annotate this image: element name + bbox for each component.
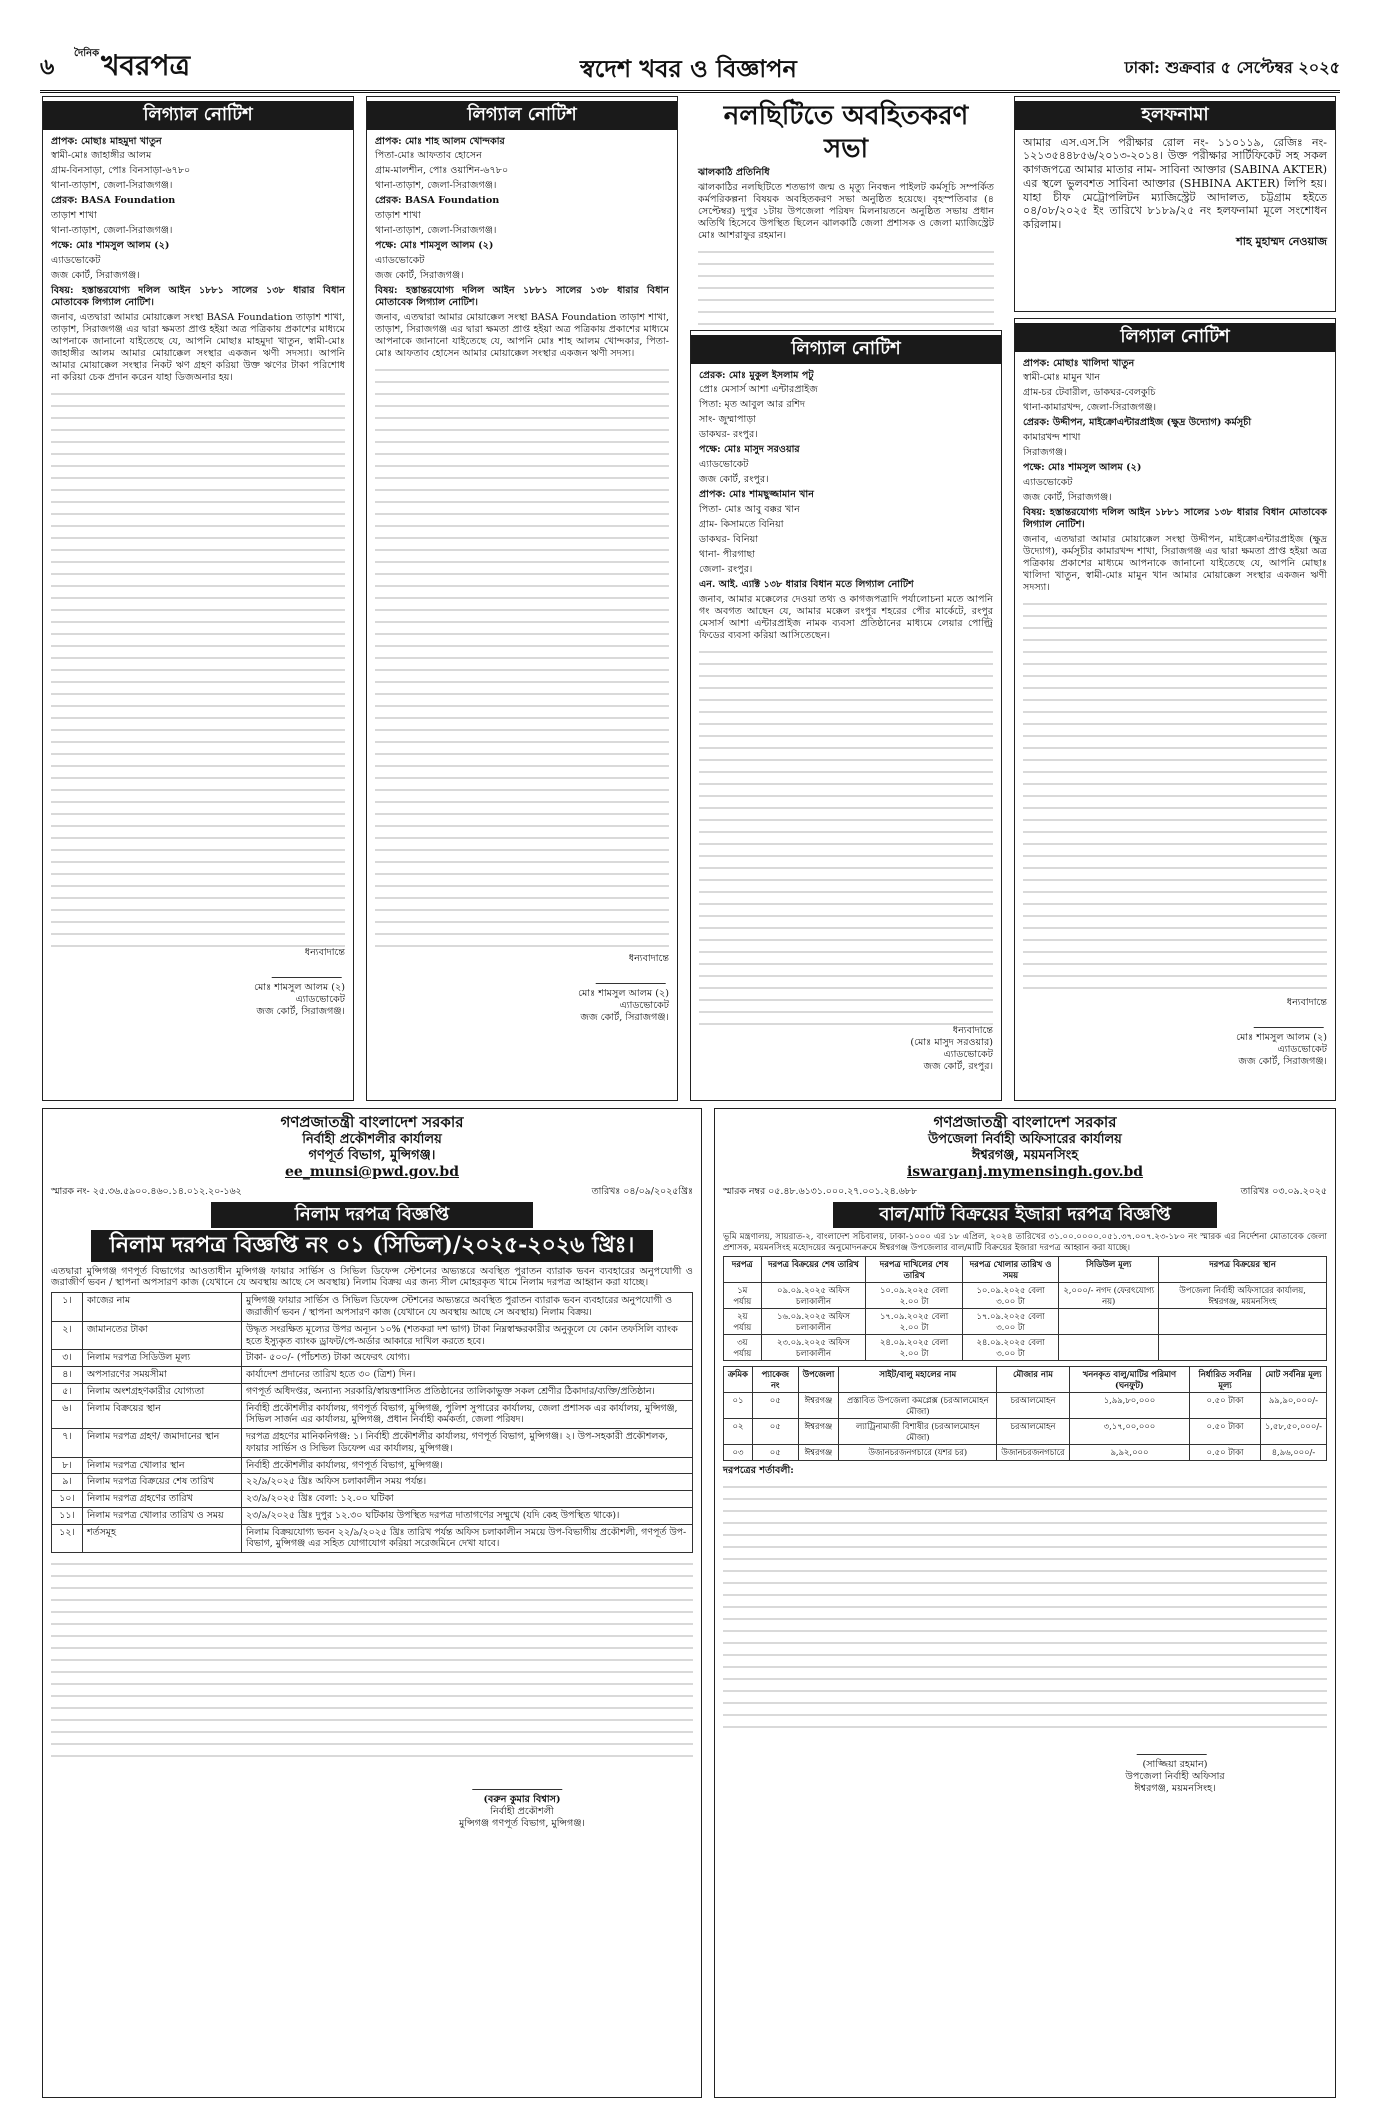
row-value: দরপত্র গ্রহণের মানিকনিগঞ্জ: ১। নির্বাহী প্রকৌশলীর কার্যালয়, গণপূর্ত বিভাগ, মুন্সিগঞ্জ। ২। উপ-সহকারী প্রকৌশলক, ফায়ার সার্ভিস ও সিভিল ডিফেন্স এর কার্যালয়, মুন্সিগঞ্জ। [242,1429,693,1458]
memo-number: স্মারক নং- ২৫.৩৬.৫৯০০.৪৬০.১৪.০১২.২০-১৬২ [51,1185,242,1197]
table-row [52,1383,693,1400]
news-body: ঝালকাঠির নলছিটিতে শতভাগ জন্ম ও মৃত্যু নিবন্ধন পাইলট কর্মসূচি সম্পর্কিত কর্মপরিকল্পনা বিষয়ক অবহিতকরণ সভা অনুষ্ঠিত হয়েছে। বৃহস্পতিবার (৪ সেপ্টেম্বর) দুপুর ১টায় উপজেলা পরিষদ মিলনায়তনে অনুষ্ঠিত সভায় প্রধান অতিথি হিসেবে উপস্থিত ছিলেন ঝালকাঠি জেলা প্রশাসক ও জেলা ম্যাজিস্ট্রেট মোঃ আশরাফুর রহমান। [698,181,994,241]
notice-body: জনাব, এতদ্বারা আমার মোয়াক্কেল সংস্থা BASA Foundation তাড়াশ শাখা, তাড়াশ, সিরাজগঞ্জ এর দ্বারা ক্ষমতা প্রাপ্ত হইয়া অত্র পত্রিকায় প্রকাশের মাধ্যমে আপনাকে জানানো যাইতেছে যে, আপনি মোছাঃ মাহমুদা খাতুন, স্বামী-মোঃ জাহাঙ্গীর আলম আমার মোয়াক্কেল সংস্থার একজন ঋণী সদস্যা। আপনি আমার মোয়াক্কেল সংস্থার নিকট ঋণ গ্রহণ করিয়া উক্ত ঋণের টাকা পরিশোধ না করিয়া চেক প্রদান করেন যাহা ডিজঅনার হয়। [51,312,345,384]
column-header: মৌজার নাম [997,1367,1069,1393]
column-header: সিডিউল মূল্য [1059,1257,1159,1283]
table-cell: উজানচরজনগচারে [997,1445,1069,1461]
row-number: ৭। [52,1429,83,1458]
signature-block: (সাজ্জিয়া রহমান) উপজেলা নির্বাহী অফিসার ঈশ্বরগঞ্জ, ময়মনসিংহ। [1023,1736,1327,1795]
table-cell: ৯৯,৯০,০০০/- [1260,1393,1326,1419]
row-value: নিলাম বিক্রয়যোগ্য ভবন ২২/৯/২০২৫ খ্রিঃ তারিখ পর্যন্ত অফিস চলাকালীন সময়ে উপ-বিভাগীয় প্রকৌশলী, গণপূর্ত উপ-বিভাগ, মুন্সিগঞ্জ এর সহিত যোগাযোগ করিয়া সরেজমিনে দেখা যাবে। [242,1524,693,1553]
recipient-line: গ্রাম- কিসামতে বিনিয়া [699,519,784,531]
table-cell: উজানচরজনগচারে (যশর চর) [839,1445,997,1461]
on-behalf: পক্ষে: মোঃ মাসুদ সরওয়ার [699,444,800,456]
on-behalf: পক্ষে: মোঃ শামসুল আলম (২) [375,240,494,252]
affidavit-title: হলফনামা [1015,101,1335,130]
recipient-line: গ্রাম-বিনসাড়া, পোঃ বিনসাড়া-৬৭৮০ [51,165,191,177]
legal-notice-3 [690,330,1002,1101]
column-header: দরপত্র দাখিলের শেষ তারিখ [866,1257,962,1283]
row-number: ১। [52,1293,83,1322]
table-cell: ০৫ [752,1393,798,1419]
tender-subtitle: নিলাম দরপত্র বিজ্ঞপ্তি নং ০১ (সিভিল)/২০২৫-২০২৬ খ্রিঃ। [91,1230,653,1262]
row-number: ১২। [52,1524,83,1553]
table-cell: ০৩ [724,1445,753,1461]
table-row [724,1445,1327,1461]
table-cell: ২,০০০/- নগদ (ফেরৎযোগ্য নয়) [1059,1283,1159,1309]
column-header: সাইট/বালু মহালের নাম [839,1367,997,1393]
schedule-table [723,1256,1327,1361]
signature-block: ধন্যবাদান্তে মোঃ শামসুল আলম (২) এ্যাডভোকেট জজ কোর্ট, সিরাজগঞ্জ। [375,953,669,1024]
row-number: ৫। [52,1383,83,1400]
table-row [52,1507,693,1524]
issue-date: ঢাকা: শুক্রবার ৫ সেপ্টেম্বর ২০২৫ [1124,58,1340,77]
row-label: নিলাম দরপত্র খোলার তারিখ ও সময় [83,1507,242,1524]
sender-line: সিরাজগঞ্জ। [1023,447,1067,459]
row-label: নিলাম দরপত্র গ্রহণ/ জমাদানের স্থান [83,1429,242,1458]
column-header: খননকৃত বালু/মাটির পরিমাণ (ঘনফুট) [1069,1367,1190,1393]
on-behalf-line: এ্যাডভোকেট [51,255,101,267]
table-row [52,1321,693,1350]
gov-name: গণপ্রজাতন্ত্রী বাংলাদেশ সরকার [280,1113,464,1131]
table-cell: ০.৫০ টাকা [1190,1419,1261,1445]
table-row [52,1457,693,1474]
table-cell: ঈশ্বরগঞ্জ [798,1393,839,1419]
on-behalf-line: জজ কোর্ট, সিরাজগঞ্জ। [51,270,140,282]
table-cell: প্রস্তাবিত উপজেলা কমপ্লেক্স (চরআলমোহন মৌজা) [839,1393,997,1419]
handwritten-signature [596,965,673,984]
table-row [52,1474,693,1491]
table-cell: ৩,১৭,০০,০০০ [1069,1419,1190,1445]
table-cell: ১,৯৯,৮০,০০০ [1069,1393,1190,1419]
column-header: নির্ধারিত সর্বনিম্ন মূল্য [1190,1367,1261,1393]
table-cell: ০৫ [752,1445,798,1461]
sand-lease-tender-notice [714,1108,1336,2098]
notice-title: লিগ্যাল নোটিশ [367,101,677,130]
table-row [724,1309,1327,1335]
recipient-line: ডাকঘর- বিনিয়া [699,534,759,546]
office-website: iswarganj.mymensingh.gov.bd [906,1164,1144,1181]
recipient: প্রাপক: মোঃ শাহ আলম খোন্দকার [375,135,505,147]
page-header [40,48,1340,93]
body-text-block [51,387,345,947]
row-number: ২। [52,1321,83,1350]
legal-notice-4 [1014,318,1336,1101]
table-row [724,1283,1327,1309]
row-number: ৯। [52,1474,83,1491]
table-row [52,1400,693,1429]
row-value: মুন্সিগঞ্জ ফায়ার সার্ভিস ও সিভিল ডিফেন্স স্টেশনের অভ্যন্তরে অবস্থিত পুরাতন ব্যারাক ভবন ব্যবহারের অনুপযোগী ও জরাজীর্ণ ভবন / স্থাপনা অপসারণ কাজ (যেখানে যে অবস্থায় আছে সে অবস্থায়) নিলাম বিক্রয়। [242,1293,693,1322]
gov-name: গণপ্রজাতন্ত্রী বাংলাদেশ সরকার [933,1113,1117,1131]
signature-block: ধন্যবাদান্তে মোঃ শামসুল আলম (২) এ্যাডভোকেট জজ কোর্ট, সিরাজগঞ্জ। [1023,997,1327,1068]
notice-title: লিগ্যাল নোটিশ [1015,323,1335,352]
notice-subject: বিষয়: হস্তান্তরযোগ্য দলিল আইন ১৮৮১ সালের ১৩৮ ধারার বিধান মোতাবেক লিগ্যাল নোটিশ। [51,285,345,309]
notice-title: লিগ্যাল নোটিশ [691,335,1001,364]
table-row [724,1393,1327,1419]
table-cell: ১ম পর্যায় [724,1283,762,1309]
table-cell: ০.৫০ টাকা [1190,1445,1261,1461]
table-cell: ২৪.০৯.২০২৫ বেলা ২.০০ টা [866,1335,962,1361]
on-behalf-line: জজ কোর্ট, সিরাজগঞ্জ। [1023,492,1112,504]
recipient-line: স্বামী-মোঃ জাহাঙ্গীর আলম [51,150,152,162]
table-row [52,1491,693,1508]
column-header: উপজেলা [798,1367,839,1393]
column-header: দরপত্র খোলার তারিখ ও সময় [962,1257,1058,1283]
table-cell: ৪,৯৬,০০০/- [1260,1445,1326,1461]
row-number: ৬। [52,1400,83,1429]
row-label: নিলাম দরপত্র বিক্রয়ের শেষ তারিখ [83,1474,242,1491]
table-cell: ঈশ্বরগঞ্জ [798,1445,839,1461]
table-cell: চরআলমোহন [997,1419,1069,1445]
office-name: উপজেলা নির্বাহী অফিসারের কার্যালয় [928,1131,1122,1147]
sender-line: প্রোঃ মেসার্স আশা এন্টারপ্রাইজ [699,384,818,396]
column-header: ক্রমিক [724,1367,753,1393]
recipient: প্রাপক: মোঃ শামছুজ্জামান খান [699,489,814,501]
table-cell [1159,1335,1327,1361]
news-byline: ঝালকাঠি প্রতিনিধি [698,167,770,178]
notice-body: জনাব, আমার মক্কেলের দেওয়া তথ্য ও কাগজপত্রাদি পর্যালোচনা মতে আপনি গং অবগত আছেন যে, আমার মক্কেল রংপুর শহরের পৌর মার্কেটে, রংপুর মেসার্স আশা এন্টারপ্রাইজ নামক ব্যবসা প্রতিষ্ঠানের মাধ্যমে লেয়ার পোল্ট্রি ফিডের ব্যবসা করিয়া আসিতেছেন। [699,594,993,642]
on-behalf-line: এ্যাডভোকেট [1023,477,1073,489]
table-row [52,1350,693,1367]
row-number: ৮। [52,1457,83,1474]
table-row [724,1335,1327,1361]
on-behalf: পক্ষে: মোঃ শামসুল আলম (২) [1023,462,1142,474]
body-text-block [1023,597,1327,997]
column-header: দরপত্র [724,1257,762,1283]
table-cell: ৯,৯২,০০০ [1069,1445,1190,1461]
tender-table [51,1292,693,1553]
table-cell: ০১ [724,1393,753,1419]
recipient-line: পিতা- মোঃ আবু বক্কর খান [699,504,800,516]
row-number: ৪। [52,1367,83,1384]
tender-intro: ভূমি মন্ত্রণালয়, সায়রাত-২, বাংলাদেশ সচিবালয়, ঢাকা-১০০০ এর ১৮ এপ্রিল, ২০২৪ তারিখের ৩১.০০.০০০০.০৫১.৩৭.০০৭.২৩-১৮০ নং স্মারক এর নির্দেশনা মোতাবেক জেলা প্রশাসক, ময়মনসিংহ মহোদয়ের অনুমোদনক্রমে ঈশ্বরগঞ্জ উপজেলার বাল/মাটি বিক্রয়ের ইজারা দরপত্র আহ্বান করা যাচ্ছে। [723,1232,1327,1253]
memo-row [723,1186,1327,1198]
notice-body: জনাব, এতদ্বারা আমার মোয়াক্কেল সংস্থা উদ্দীপন, মাইক্রোএন্টারপ্রাইজ (ক্ষুদ্র উদ্যোগ), কর্মসূচীর কামারখন্দ শাখা, সিরাজগঞ্জ এর দ্বারা ক্ষমতা প্রাপ্ত হইয়া অত্র পত্রিকায় প্রকাশের মাধ্যমে আপনাকে জানানো যাইতেছে যে, আপনি মোছাঃ খালিদা খাতুন, স্বামী-মোঃ মামুন খান আমার মোয়াক্কেল সংস্থার একজন ঋণী সদস্যা। [1023,534,1327,594]
column-header: মোট সর্বনিম্ন মূল্য [1260,1367,1326,1393]
sender: প্রেরক: উদ্দীপন, মাইক্রোএন্টারপ্রাইজ (ক্ষুদ্র উদ্যোগ) কর্মসূচী [1023,417,1252,429]
row-label: নিলাম দরপত্র খোলার স্থান [83,1457,242,1474]
department: গণপূর্ত বিভাগ, মুন্সিগঞ্জ। [308,1148,436,1163]
lots-table [723,1366,1327,1461]
body-text-block [375,363,669,953]
terms-text-block [723,1480,1327,1730]
column-header: প্যাকেজ নং [752,1367,798,1393]
table-cell: ১০.০৯.২০২৫ বেলা ৩.০০ টা [962,1283,1058,1309]
auction-tender-notice [42,1108,702,2098]
table-cell: ৩য় পর্যায় [724,1335,762,1361]
recipient-line: জেলা- রংপুর। [699,564,753,576]
row-label: নিলাম দরপত্র সিডিউল মূল্য [83,1350,242,1367]
table-cell: ০.৫০ টাকা [1190,1393,1261,1419]
table-cell: ১৭.০৯.২০২৫ বেলা ৩.০০ টা [962,1309,1058,1335]
notice-subject: বিষয়: হস্তান্তরযোগ্য দলিল আইন ১৮৮১ সালের ১৩৮ ধারার বিধান মোতাবেক লিগ্যাল নোটিশ। [1023,507,1327,531]
table-cell: ০৯.০৯.২০২৫ অফিস চলাকালীন [761,1283,866,1309]
handwritten-signature [1137,1736,1214,1755]
office-email: ee_munsi@pwd.gov.bd [285,1164,459,1181]
signature-block: ধন্যবাদান্তে (মোঃ মাসুদ সরওয়ার) এ্যাডভোকেট জজ কোর্ট, রংপুর। [910,1025,993,1073]
tender-title: নিলাম দরপত্র বিজ্ঞপ্তি [211,1202,533,1229]
table-row [52,1429,693,1458]
sender: প্রেরক: মোঃ মুকুল ইসলাম পটু [699,369,814,381]
memo-date: তারিখঃ ০৩.০৯.২০২৫ [1240,1185,1327,1197]
recipient-line: থানা-তাড়াশ, জেলা-সিরাজগঞ্জ। [375,180,497,192]
recipient-line: স্বামী-মোঃ মামুন খান [1023,372,1101,384]
tender-intro: এতদ্বারা মুন্সিগঞ্জ গণপূর্ত বিভাগের আওতাধীন মুন্সিগঞ্জ ফায়ার সার্ভিস ও সিভিল ডিফেন্স স্টেশনের অভ্যন্তরে অবস্থিত পুরাতন ব্যারাক ভবন ব্যবহারের অনুপযোগী ও জরাজীর্ণ ভবন / স্থাপনা অপসারণ কাজ (যেখানে যে অবস্থায় আছে সে অবস্থায়) নিলাম বিক্রয় এর জন্য সীল মোহরকৃত খামে নিলাম দরপত্র আহ্বান করা যাচ্ছে। [51,1265,693,1289]
table-row [52,1367,693,1384]
legal-notice-2 [366,96,678,1101]
table-row [52,1293,693,1322]
row-label: নিলাম দরপত্র গ্রহণের তারিখ [83,1491,242,1508]
notice-subject: বিষয়: হস্তান্তরযোগ্য দলিল আইন ১৮৮১ সালের ১৩৮ ধারার বিধান মোতাবেক লিগ্যাল নোটিশ। [375,285,669,309]
legal-notice-1 [42,96,354,1101]
recipient: প্রাপক: মোছাঃ মাহমুদা খাতুন [51,135,162,147]
row-number: ১০। [52,1491,83,1508]
row-value: টাকা- ৫০০/- (পাঁচশত) টাকা অফেরৎ যোগ্য। [242,1350,693,1367]
affidavit-signature: শাহ মুহাম্মদ নেওয়াজ [1236,234,1327,248]
handwritten-signature [1254,1009,1331,1028]
on-behalf-line: জজ কোর্ট, রংপুর। [699,474,769,486]
sender-line: পিতা: মৃত আবুল আর রশিদ [699,399,806,411]
news-headline: নলছিটিতে অবহিতকরণ সভা [723,101,969,164]
sender-line: থানা-তাড়াশ, জেলা-সিরাজগঞ্জ। [375,225,497,237]
signature-block: ধন্যবাদান্তে মোঃ শামসুল আলম (২) এ্যাডভোকেট জজ কোর্ট, সিরাজগঞ্জ। [51,947,345,1018]
recipient: প্রাপক: মোছাঃ খালিদা খাতুন [1023,357,1135,369]
row-number: ৩। [52,1350,83,1367]
on-behalf-line: এ্যাডভোকেট [375,255,425,267]
sender-line: কামারখন্দ শাখা [1023,432,1081,444]
row-label: শর্তসমূহ [83,1524,242,1553]
page-number: ৬ [40,54,55,80]
newspaper-logo: $^{দৈনিক}$খবরপত্র [74,48,191,82]
row-label: নিলাম বিক্রয়ের স্থান [83,1400,242,1429]
recipient-line: থানা-তাড়াশ, জেলা-সিরাজগঞ্জ। [51,180,173,192]
table-cell: ১০.০৯.২০২৫ বেলা ২.০০ টা [866,1283,962,1309]
table-cell [1059,1335,1159,1361]
sender-line: তাড়াশ শাখা [375,210,421,222]
table-cell: ২৩.০৯.২০২৫ অফিস চলাকালীন [761,1335,866,1361]
table-cell: ২য় পর্যায় [724,1309,762,1335]
table-cell: ঈশ্বরগঞ্জ [798,1419,839,1445]
memo-number: স্মারক নম্বর ০৫.৪৮.৬১৩১.০০০.২৭.০০১.২৪.৬৮৮ [723,1185,917,1197]
terms-text-block [51,1557,693,1757]
handwritten-signature [472,1763,572,1790]
notice-title: লিগ্যাল নোটিশ [43,101,353,130]
body-text-block [698,245,994,326]
news-meeting [690,96,1002,326]
table-row [724,1419,1327,1445]
row-value: ২২/৯/২০২৫ খ্রিঃ অফিস চলাকালীন সময় পর্যন্ত। [242,1474,693,1491]
row-value: কার্যাদেশ প্রদানের তারিখ হতে ৩০ (ত্রিশ) দিন। [242,1367,693,1384]
sender-line: ডাকঘর- রংপুর। [699,429,758,441]
row-value: নির্বাহী প্রকৌশলীর কার্যালয়, গণপূর্ত বিভাগ, মুন্সিগঞ্জ। [242,1457,693,1474]
body-text-block [699,645,993,1025]
column-header: দরপত্র বিক্রয়ের স্থান [1159,1257,1327,1283]
on-behalf: পক্ষে: মোঃ শামসুল আলম (২) [51,240,170,252]
table-cell: ল্যাট্রিনামাজী বিশাষীর (চরআলমোহন মৌজা) [839,1419,997,1445]
table-cell [1059,1309,1159,1335]
sender-line: তাড়াশ শাখা [51,210,97,222]
recipient-line: থানা-কামারখন্দ, জেলা-সিরাজগঞ্জ। [1023,402,1157,414]
sender-line: থানা-তাড়াশ, জেলা-সিরাজগঞ্জ। [51,225,173,237]
column-header: দরপত্র বিক্রয়ের শেষ তারিখ [761,1257,866,1283]
affidavit-body: আমার এস.এস.সি পরীক্ষার রোল নং- ১১০১১৯, রেজিঃ নং- ১২১৩৫৪৪৮৫৬/২০১৩-২০১৪। উক্ত পরীক্ষার সার্টিফিকেট সহ সকল কাগজপত্রে আমার মাতার নাম- সাবিনা আক্তার (SABINA AKTER) এর স্থলে ভুলবশত সাবিনা আক্তার (SHBINA AKTER) লিপি হয়। যাহা চীফ মেট্রোপলিটন ম্যাজিস্ট্রেট আদালত, চট্টগ্রাম হইতে ০৪/০৮/২০২৫ ইং তারিখে ৮১৮৯/২৫ নং হলফনামা মূলে সংশোধন করিলাম। [1023,135,1327,231]
section-title: স্বদেশ খবর ও বিজ্ঞাপন [580,54,797,83]
table-row [52,1524,693,1553]
table-cell: উপজেলা নির্বাহী অফিসারের কার্যালয়, ঈশ্বরগঞ্জ, ময়মনসিংহ [1159,1283,1327,1309]
row-value: ২৩/৯/২০২৫ খ্রিঃ বেলা: ১২.০০ ঘটিকা [242,1491,693,1508]
row-label: কাজের নাম [83,1293,242,1322]
on-behalf-line: এ্যাডভোকেট [699,459,749,471]
affidavit [1014,96,1336,312]
table-cell: ২৪.০৯.২০২৫ বেলা ৩.০০ টা [962,1335,1058,1361]
row-label: জামানতের টাকা [83,1321,242,1350]
on-behalf-line: জজ কোর্ট, সিরাজগঞ্জ। [375,270,464,282]
sender: প্রেরক: BASA Foundation [51,195,176,207]
recipient-line: গ্রাম-মালশীন, পোঃ ওয়াশিন-৬৭৮০ [375,165,509,177]
row-value: ২৩/৯/২০২৫ খ্রিঃ দুপুর ১২.৩০ ঘটিকায় উপস্থিত দরপত্র দাতাগণের সম্মুখে (যদি কেহ উপস্থিত থাকে)। [242,1507,693,1524]
table-cell: ০২ [724,1419,753,1445]
sender-line: সাং- জুম্মাপাড়া [699,414,756,426]
notice-body: জনাব, এতদ্বারা আমার মোয়াক্কেল সংস্থা BASA Foundation তাড়াশ শাখা, তাড়াশ, সিরাজগঞ্জ এর দ্বারা ক্ষমতা প্রাপ্ত হইয়া অত্র পত্রিকায় প্রকাশের মাধ্যমে আপনাকে জানানো যাইতেছে যে, আপনি মোঃ শাহ আলম খোন্দকার, পিতা-মোঃ আফতাব হোসেন আমার মোয়াক্কেল সংস্থার একজন ঋণী সদস্য। [375,312,669,360]
row-label: অপসারণের সময়সীমা [83,1367,242,1384]
row-label: নিলাম অংশগ্রহণকারীর যোগ্যতা [83,1383,242,1400]
table-cell: ০৫ [752,1419,798,1445]
tender-title: বাল/মাটি বিক্রয়ের ইজারা দরপত্র বিজ্ঞপ্তি [833,1202,1217,1229]
signature-block: (বরুন কুমার বিশ্বাস) নির্বাহী প্রকৌশলী মুন্সিগঞ্জ গণপূর্ত বিভাগ, মুন্সিগঞ্জ। [351,1763,693,1830]
handwritten-signature [272,959,349,978]
sender: প্রেরক: BASA Foundation [375,195,500,207]
row-value: গণপূর্ত অধিদপ্তর, অন্যান্য সরকারি/স্বায়ত্তশাসিত প্রতিষ্ঠানের তালিকাভুক্ত সকল শ্রেণীর ঠিকাদার/ব্যক্তি/প্রতিষ্ঠান। [242,1383,693,1400]
table-cell: ১৭.০৯.২০২৫ বেলা ২.০০ টা [866,1309,962,1335]
table-cell [1159,1309,1327,1335]
memo-row [51,1186,693,1198]
office-place: ঈশ্বরগঞ্জ, ময়মনসিংহ [971,1148,1079,1163]
terms-title: দরপত্রের শর্তাবলী: [723,1464,794,1476]
row-value: নির্বাহী প্রকৌশলীর কার্যালয়, গণপূর্ত বিভাগ, মুন্সিগঞ্জ, পুলিশ সুপারের কার্যালয়, জেলা প্রশাসক এর কার্যালয়, মুন্সিগঞ্জ, সিভিল সার্জন এর কার্যালয়, মুন্সিগঞ্জ, প্রধান নির্বাহী কর্মকর্তা, জেলা পরিষদ। [242,1400,693,1429]
table-cell: ১৬.০৯.২০২৫ অফিস চলাকালীন [761,1309,866,1335]
table-cell: চরআলমোহন [997,1393,1069,1419]
recipient-line: থানা- পীরগাছা [699,549,755,561]
notice-subject: এন. আই. এ্যাক্ট ১৩৮ ধারার বিধান মতে লিগ্যাল নোটিশ [699,579,914,591]
row-number: ১১। [52,1507,83,1524]
table-cell: ১,৫৮,৫০,০০০/- [1260,1419,1326,1445]
recipient-line: পিতা-মোঃ আফতাব হোসেন [375,150,482,162]
memo-date: তারিখঃ ০৪/০৯/২০২৫খ্রিঃ [591,1185,693,1197]
office-name: নির্বাহী প্রকৌশলীর কার্যালয় [302,1131,442,1147]
row-value: উদ্ধৃত সংরক্ষিত মূল্যের উপর অন্যূন ১০% (শতকরা দশ ভাগ) টাকা নিম্নস্বাক্ষরকারীর অনুকূলে যে কোন তফসিলি ব্যাংক হতে ইস্যুকৃত ব্যাংক ড্রাফট/পে-অর্ডার আকারে দাখিল করতে হবে। [242,1321,693,1350]
recipient-line: গ্রাম-চর টেবারীল, ডাকঘর-বেলকুচি [1023,387,1156,399]
